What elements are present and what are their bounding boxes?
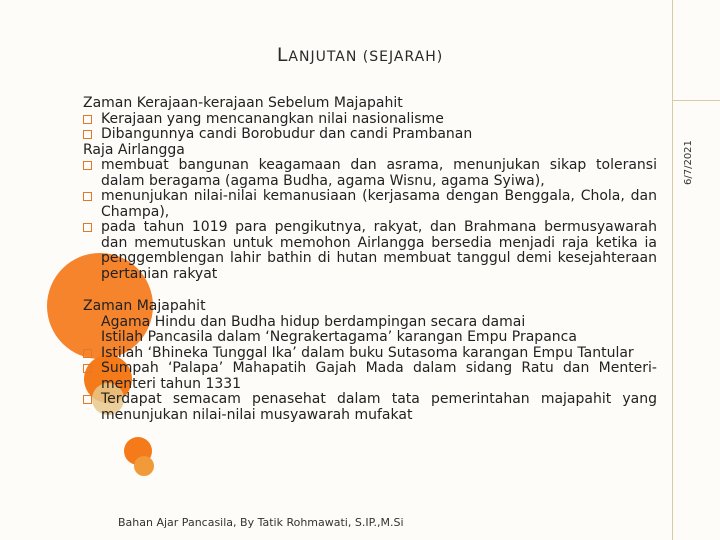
section-heading: Zaman Majapahit bbox=[83, 298, 206, 314]
slide-title bbox=[0, 44, 720, 66]
bullet-square-icon bbox=[83, 318, 92, 327]
list-item-text: menunjukan nilai-nilai kemanusiaan (kerjasama dengan Benggala, Chola, dan Champa), bbox=[101, 188, 657, 220]
list-item bbox=[83, 330, 657, 346]
right-border-line bbox=[672, 0, 673, 540]
list-item-text: Agama Hindu dan Budha hidup berdampingan secara damai bbox=[101, 313, 526, 330]
bullet-square-icon bbox=[83, 349, 92, 358]
list-item-text: Sumpah ‘Palapa’ Mahapatih Gajah Mada dalam sidang Ratu dan Menteri-menteri tahun 1331 bbox=[101, 360, 657, 392]
slide-title-rest: ANJUTAN (SEJARAH) bbox=[288, 49, 444, 65]
right-rule-line bbox=[672, 100, 720, 101]
section-heading: Raja Airlangga bbox=[83, 141, 185, 158]
list-item bbox=[83, 220, 657, 282]
bullet-square-icon bbox=[83, 223, 92, 232]
list-item bbox=[83, 189, 657, 220]
list-item-text: pada tahun 1019 para pengikutnya, rakyat, dan Brahmana bermusyawarah dan memutuskan untuk memohon Airlangga bersedia menjadi raja ketika ia penggemblengan lahir bathin di hutan membuat tanggul demi kesejahteraan pertanian rakyat bbox=[101, 219, 657, 282]
bullet-square-icon bbox=[83, 395, 92, 404]
slide-date: 6/7/2021 bbox=[683, 140, 694, 185]
list-item-text: Istilah Pancasila dalam ‘Negrakertagama’ karangan Empu Prapanca bbox=[101, 329, 577, 345]
list-item bbox=[83, 346, 657, 362]
list-item bbox=[83, 392, 657, 423]
bullet-square-icon bbox=[83, 130, 92, 139]
bullet-square-icon bbox=[83, 192, 92, 201]
list-item bbox=[83, 315, 657, 331]
list-item-text: Dibangunnya candi Borobudur dan candi Prambanan bbox=[101, 126, 473, 142]
decorative-circle-tiny bbox=[134, 456, 154, 476]
list-item bbox=[83, 158, 657, 189]
bullet-square-icon bbox=[83, 333, 92, 342]
list-item bbox=[83, 127, 657, 143]
list-item-text: Istilah ‘Bhineka Tunggal Ika’ dalam buku Sutasoma karangan Empu Tantular bbox=[101, 344, 634, 361]
list-item-text: Kerajaan yang mencanangkan nilai nasionalisme bbox=[101, 110, 444, 127]
bullet-square-icon bbox=[83, 364, 92, 373]
list-item-text: membuat bangunan keagamaan dan asrama, menunjukan sikap toleransi dalam beragama (agama Budha, agama Wisnu, agama Syiwa), bbox=[101, 157, 657, 189]
bullet-square-icon bbox=[83, 161, 92, 170]
bullet-square-icon bbox=[83, 115, 92, 124]
slide-title-initial: L bbox=[276, 44, 289, 66]
list-item bbox=[83, 112, 657, 128]
section-heading: Zaman Kerajaan-kerajaan Sebelum Majapahit bbox=[83, 95, 403, 111]
list-item bbox=[83, 361, 657, 392]
slide-content bbox=[83, 96, 657, 423]
slide-footer: Bahan Ajar Pancasila, By Tatik Rohmawati, S.IP.,M.Si bbox=[118, 516, 404, 529]
list-item-text: Terdapat semacam penasehat dalam tata pemerintahan majapahit yang menunjukan nilai-nilai musyawarah mufakat bbox=[101, 391, 657, 423]
